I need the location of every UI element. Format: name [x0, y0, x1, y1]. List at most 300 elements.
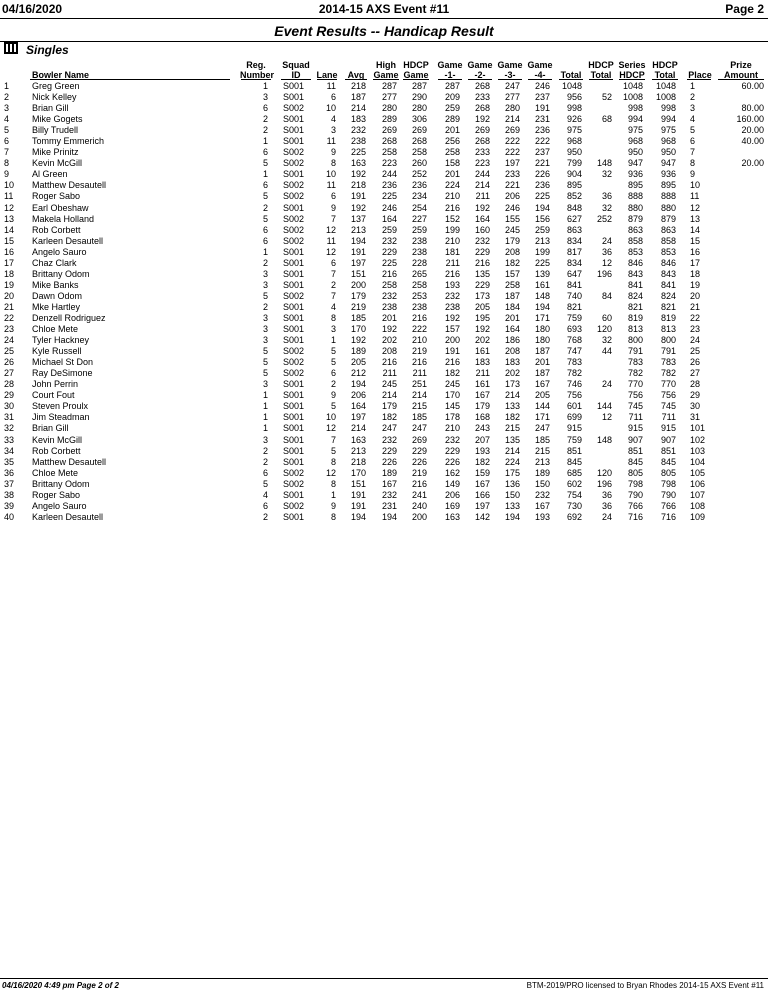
cell-g4: 215 [534, 445, 550, 456]
cell-g1: 210 [444, 191, 460, 202]
cell-lane: 6 [330, 368, 336, 379]
event-name: 2014-15 AXS Event #11 [318, 2, 450, 16]
cell-avg: 213 [350, 224, 366, 235]
cell-hdcptot2: 845 [660, 456, 676, 467]
cell-high: 216 [381, 268, 397, 279]
cell-g4: 232 [534, 489, 550, 500]
cell-g3: 222 [504, 147, 520, 158]
cell-hdcpgm: 241 [411, 489, 427, 500]
cell-g3: 157 [504, 268, 520, 279]
cell-avg: 151 [350, 478, 366, 489]
cell-g3: 175 [504, 467, 520, 478]
cell-avg: 194 [350, 511, 366, 522]
cell-g1: 193 [444, 279, 460, 290]
cell-series: 845 [627, 456, 643, 467]
cell-g2: 233 [474, 92, 490, 103]
cell-rank: 4 [4, 114, 10, 125]
cell-total: 754 [566, 489, 582, 500]
cell-hdcptot2: 1008 [655, 92, 676, 103]
cell-hdcptot2: 895 [660, 180, 676, 191]
cell-rank: 37 [4, 478, 15, 489]
cell-reg: 1 [262, 81, 268, 91]
col-g4-2: -4- [534, 70, 546, 80]
cell-g1: 216 [444, 202, 460, 213]
cell-g2: 183 [474, 357, 490, 368]
cell-high: 167 [381, 478, 397, 489]
cell-rank: 6 [4, 136, 10, 147]
cell-lane: 4 [330, 114, 336, 125]
cell-hdcptot2: 936 [660, 169, 676, 180]
cell-high: 194 [381, 511, 397, 522]
cell-hdcpgm: 211 [412, 368, 427, 379]
cell-hdcptot2: 790 [660, 489, 676, 500]
cell-total: 851 [566, 445, 582, 456]
cell-series: 770 [627, 379, 643, 390]
cell-name: Brian Gill [32, 423, 69, 434]
cell-hdcptot2: 745 [660, 401, 676, 412]
cell-name: Mike Gogets [32, 114, 83, 125]
col-g2-1: Game [467, 60, 493, 70]
cell-g3: 187 [504, 290, 520, 301]
cell-reg: 6 [262, 103, 268, 114]
cell-g1: 287 [444, 81, 460, 91]
cell-g1: 206 [444, 489, 460, 500]
cell-reg: 3 [262, 279, 268, 290]
table-row [0, 81, 768, 92]
cell-rank: 9 [4, 169, 10, 180]
cell-hdcpgm: 251 [411, 379, 427, 390]
table-row [0, 357, 768, 368]
cell-g1: 169 [444, 500, 460, 511]
col-g2-2: -2- [474, 70, 486, 80]
cell-hdcptot: 36 [601, 500, 612, 511]
cell-squad: S001 [283, 335, 305, 346]
cell-avg: 189 [350, 346, 366, 357]
cell-place: 14 [690, 224, 701, 235]
cell-g4: 213 [534, 456, 550, 467]
cell-g3: 184 [504, 301, 520, 312]
cell-high: 164 [381, 213, 397, 224]
cell-high: 201 [381, 312, 397, 323]
cell-squad: S002 [283, 103, 305, 114]
cell-g4: 180 [534, 324, 550, 335]
cell-avg: 151 [350, 268, 366, 279]
cell-total: 768 [566, 335, 582, 346]
report-title: Event Results -- Handicap Result [0, 23, 768, 42]
cell-g2: 167 [474, 478, 490, 489]
cell-series: 716 [627, 511, 643, 522]
col-g1-1: Game [437, 60, 463, 70]
cell-name: Rob Corbett [32, 445, 81, 456]
cell-hdcptot2: 863 [660, 224, 676, 235]
cell-g3: 280 [504, 103, 520, 114]
cell-lane: 11 [326, 136, 336, 147]
cell-total: 834 [566, 257, 582, 268]
cell-series: 853 [627, 246, 643, 257]
cell-series: 851 [627, 445, 643, 456]
cell-squad: S002 [283, 224, 305, 235]
cell-avg: 212 [350, 368, 366, 379]
cell-rank: 21 [4, 301, 15, 312]
cell-reg: 2 [262, 202, 268, 213]
cell-avg: 137 [350, 213, 366, 224]
cell-avg: 214 [350, 103, 366, 114]
cell-rank: 31 [4, 412, 15, 423]
col-squad-1: Squad [282, 60, 310, 70]
cell-lane: 10 [325, 169, 336, 180]
cell-high: 202 [381, 335, 397, 346]
cell-g4: 236 [534, 125, 550, 136]
cell-squad: S002 [283, 368, 305, 379]
cell-g4: 199 [534, 246, 550, 257]
cell-reg: 2 [262, 114, 268, 125]
table-row [0, 457, 768, 468]
cell-lane: 8 [330, 511, 336, 522]
cell-high: 280 [381, 103, 397, 114]
cell-squad: S001 [283, 125, 305, 136]
cell-hdcptot2: 994 [660, 114, 676, 125]
cell-avg: 219 [350, 301, 366, 312]
cell-total: 747 [566, 346, 582, 357]
cell-hdcptot: 12 [601, 412, 612, 423]
cell-g2: 182 [474, 456, 490, 467]
cell-g3: 194 [504, 511, 520, 522]
cell-rank: 33 [4, 434, 15, 445]
cell-g2: 192 [474, 202, 490, 213]
table-row [0, 446, 768, 457]
cell-reg: 1 [262, 136, 268, 147]
cell-place: 104 [690, 456, 706, 467]
table-row [0, 92, 768, 103]
table-row [0, 269, 768, 280]
cell-g4: 167 [534, 379, 550, 390]
cell-place: 19 [690, 279, 701, 290]
cell-g2: 173 [474, 290, 490, 301]
cell-lane: 12 [325, 224, 336, 235]
table-row [0, 302, 768, 313]
cell-squad: S001 [283, 324, 305, 335]
cell-g1: 245 [444, 379, 460, 390]
cell-place: 30 [690, 401, 701, 412]
cell-g3: 214 [504, 445, 520, 456]
cell-high: 216 [381, 357, 397, 368]
cell-avg: 192 [350, 202, 366, 213]
cell-total: 863 [566, 224, 582, 235]
cell-total: 692 [566, 511, 582, 522]
cell-hdcpgm: 268 [411, 136, 427, 147]
cell-total: 759 [566, 434, 582, 445]
column-headers [0, 60, 768, 80]
cell-reg: 3 [262, 379, 268, 390]
section-title: Singles [26, 43, 69, 57]
cell-series: 907 [627, 434, 643, 445]
cell-hdcptot2: 716 [660, 511, 676, 522]
table-row [0, 169, 768, 180]
col-g4-1: Game [527, 60, 553, 70]
cell-reg: 2 [262, 125, 268, 136]
cell-place: 9 [690, 169, 696, 180]
cell-place: 102 [690, 434, 706, 445]
table-row [0, 401, 768, 412]
cell-total: 998 [566, 103, 582, 114]
table-row [0, 114, 768, 125]
cell-g2: 168 [474, 412, 490, 423]
cell-high: 268 [381, 136, 397, 147]
cell-prize: 20.00 [741, 158, 764, 169]
cell-reg: 3 [262, 335, 268, 346]
cell-hdcptot2: 880 [660, 202, 676, 213]
cell-total: 746 [566, 379, 582, 390]
cell-squad: S001 [283, 169, 305, 180]
cell-g4: 231 [534, 114, 550, 125]
cell-squad: S001 [283, 202, 305, 213]
cell-g1: 201 [444, 125, 460, 136]
col-reg-1: Reg. [246, 60, 266, 70]
cell-g1: 201 [444, 169, 460, 180]
cell-reg: 1 [262, 390, 268, 401]
cell-hdcptot: 84 [601, 290, 612, 301]
cell-place: 13 [690, 213, 701, 224]
cell-total: 782 [566, 368, 582, 379]
cell-g1: 192 [444, 312, 460, 323]
cell-squad: S001 [283, 423, 305, 434]
cell-hdcpgm: 287 [411, 81, 427, 91]
cell-name: Billy Trudell [32, 125, 79, 136]
cell-g4: 222 [534, 136, 550, 147]
cell-high: 223 [381, 158, 397, 169]
cell-g3: 164 [504, 324, 520, 335]
cell-name: Chloe Mete [32, 324, 79, 335]
cell-reg: 5 [262, 478, 268, 489]
cell-name: Greg Green [32, 81, 80, 91]
cell-lane: 6 [330, 191, 336, 202]
cell-name: Angelo Sauro [32, 246, 87, 257]
cell-g2: 166 [474, 489, 490, 500]
table-row [0, 390, 768, 401]
cell-avg: 191 [350, 500, 366, 511]
cell-high: 277 [381, 92, 397, 103]
cell-reg: 1 [262, 169, 268, 180]
cell-hdcptot2: 950 [660, 147, 676, 158]
cell-hdcpgm: 234 [411, 191, 427, 202]
cell-g1: 210 [444, 423, 460, 434]
cell-name: Matthew Desautell [32, 456, 107, 467]
cell-squad: S002 [283, 235, 305, 246]
cell-series: 800 [627, 335, 643, 346]
cell-high: 231 [381, 500, 397, 511]
cell-total: 848 [566, 202, 582, 213]
table-row [0, 280, 768, 291]
cell-hdcptot: 148 [596, 434, 612, 445]
col-hdcptot2-2: Total [654, 70, 676, 80]
cell-hdcpgm: 216 [411, 478, 427, 489]
cell-g3: 155 [504, 213, 520, 224]
cell-name: Mke Hartley [32, 301, 81, 312]
cell-high: 238 [381, 301, 397, 312]
cell-name: Roger Sabo [32, 191, 81, 202]
cell-total: 740 [566, 290, 582, 301]
cell-g4: 226 [534, 169, 550, 180]
cell-hdcptot2: 1048 [655, 81, 676, 91]
cell-g1: 226 [444, 456, 460, 467]
cell-prize: 20.00 [741, 125, 764, 136]
cell-g1: 178 [444, 412, 460, 423]
cell-hdcptot: 36 [601, 489, 612, 500]
cell-lane: 5 [330, 346, 336, 357]
cell-g4: 187 [534, 346, 550, 357]
cell-hdcpgm: 265 [411, 268, 427, 279]
cell-place: 5 [690, 125, 696, 136]
cell-hdcpgm: 290 [411, 92, 427, 103]
cell-g3: 183 [504, 357, 520, 368]
cell-name: Angelo Sauro [32, 500, 87, 511]
cell-lane: 4 [330, 301, 336, 312]
cell-total: 756 [566, 390, 582, 401]
cell-hdcptot2: 819 [660, 312, 676, 323]
col-prize-1: Prize [730, 60, 752, 70]
cell-hdcptot2: 783 [660, 357, 676, 368]
cell-total: 852 [566, 191, 582, 202]
cell-g3: 182 [504, 257, 520, 268]
cell-series: 841 [627, 279, 643, 290]
cell-avg: 163 [350, 434, 366, 445]
cell-g4: 189 [534, 467, 550, 478]
cell-hdcptot: 44 [601, 346, 612, 357]
cell-hdcpgm: 258 [411, 147, 427, 158]
cell-lane: 1 [330, 335, 336, 346]
cell-g4: 191 [534, 103, 550, 114]
cell-high: 225 [381, 257, 397, 268]
cell-avg: 218 [350, 180, 366, 191]
cell-hdcptot: 144 [596, 401, 612, 412]
table-row [0, 225, 768, 236]
cell-hdcptot: 32 [601, 202, 612, 213]
cell-reg: 1 [262, 401, 268, 412]
cell-hdcptot2: 879 [660, 213, 676, 224]
cell-reg: 1 [262, 412, 268, 423]
cell-g3: 258 [504, 279, 520, 290]
cell-prize: 60.00 [741, 81, 764, 91]
cell-lane: 9 [330, 500, 336, 511]
cell-g4: 221 [534, 158, 550, 169]
cell-reg: 3 [262, 268, 268, 279]
cell-lane: 6 [330, 92, 336, 103]
cell-reg: 5 [262, 158, 268, 169]
cell-high: 179 [381, 401, 397, 412]
cell-g2: 192 [474, 114, 490, 125]
cell-g1: 191 [444, 346, 460, 357]
cell-rank: 32 [4, 423, 15, 434]
cell-avg: 170 [350, 467, 366, 478]
cell-avg: 238 [350, 136, 366, 147]
cell-name: Denzell Rodriguez [32, 312, 106, 323]
table-row [0, 103, 768, 114]
cell-high: 225 [381, 191, 397, 202]
cell-total: 975 [566, 125, 582, 136]
cell-series: 846 [627, 257, 643, 268]
cell-g2: 195 [474, 312, 490, 323]
cell-g1: 163 [444, 511, 460, 522]
cell-total: 845 [566, 456, 582, 467]
cell-hdcptot: 120 [596, 467, 612, 478]
cell-g4: 213 [534, 235, 550, 246]
cell-hdcptot2: 907 [660, 434, 676, 445]
cell-g4: 148 [534, 290, 550, 301]
cell-lane: 7 [330, 434, 336, 445]
cell-place: 26 [690, 357, 701, 368]
cell-avg: 213 [350, 445, 366, 456]
cell-reg: 6 [262, 500, 268, 511]
cell-lane: 9 [330, 390, 336, 401]
cell-g4: 225 [534, 257, 550, 268]
cell-g2: 233 [474, 147, 490, 158]
cell-reg: 6 [262, 180, 268, 191]
cell-hdcptot2: 821 [660, 301, 676, 312]
cell-g3: 208 [504, 346, 520, 357]
cell-total: 602 [566, 478, 582, 489]
cell-hdcpgm: 210 [411, 335, 427, 346]
cell-g4: 237 [534, 92, 550, 103]
cell-g4: 236 [534, 180, 550, 191]
cell-reg: 5 [262, 191, 268, 202]
cell-reg: 5 [262, 346, 268, 357]
cell-g4: 225 [534, 191, 550, 202]
cell-hdcptot: 68 [601, 114, 612, 125]
col-series-1: Series [618, 60, 646, 70]
cell-lane: 7 [330, 213, 336, 224]
cell-g3: 277 [504, 92, 520, 103]
cell-g1: 216 [444, 357, 460, 368]
cell-series: 915 [627, 423, 643, 434]
cell-hdcptot2: 782 [660, 368, 676, 379]
cell-reg: 2 [262, 257, 268, 268]
cell-hdcptot2: 841 [660, 279, 676, 290]
cell-g1: 145 [444, 401, 460, 412]
cell-hdcptot2: 998 [660, 103, 676, 114]
cell-g3: 197 [504, 158, 520, 169]
cell-series: 756 [627, 390, 643, 401]
cell-g3: 233 [504, 169, 520, 180]
cell-rank: 27 [4, 368, 15, 379]
cell-hdcptot2: 791 [660, 346, 676, 357]
cell-g1: 152 [444, 213, 460, 224]
cell-lane: 11 [326, 235, 336, 246]
cell-place: 15 [690, 235, 701, 246]
cell-g3: 202 [504, 368, 520, 379]
cell-total: 950 [566, 147, 582, 158]
col-high-1: High [376, 60, 396, 70]
cell-rank: 29 [4, 390, 15, 401]
cell-rank: 22 [4, 312, 15, 323]
col-prize-2: Amount [724, 70, 758, 80]
cell-g2: 197 [474, 500, 490, 511]
cell-reg: 6 [262, 224, 268, 235]
table-row [0, 501, 768, 512]
cell-reg: 2 [262, 456, 268, 467]
cell-place: 10 [690, 180, 701, 191]
cell-lane: 10 [325, 103, 336, 114]
cell-g2: 179 [474, 401, 490, 412]
cell-hdcpgm: 240 [411, 500, 427, 511]
cell-g4: 150 [534, 478, 550, 489]
cell-place: 106 [690, 478, 706, 489]
cell-g2: 268 [474, 136, 490, 147]
cell-hdcptot: 36 [601, 191, 612, 202]
cell-g2: 159 [474, 467, 490, 478]
cell-hdcptot: 52 [601, 92, 612, 103]
cell-squad: S001 [283, 312, 305, 323]
cell-total: 834 [566, 235, 582, 246]
